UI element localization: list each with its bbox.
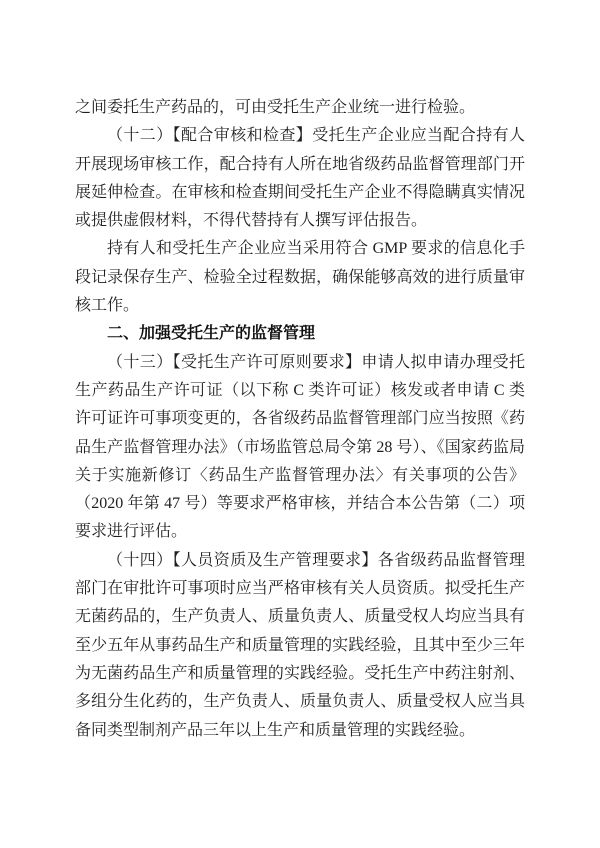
paragraph-item-14-personnel-qualification-requirements: （十四）【人员资质及生产管理要求】各省级药品监督管理部门在审批许可事项时应当严格审核有关人员资质。拟受托生产无菌药品的，生产负责人、质量负责人、质量受权人均应当具有至少五年从事药品生产和质量管理的实践经验，且其中至少三年为无菌药品生产和质量管理的实践经验。受托生产中药注射剂、多组分生化药的，生产负责人、质量负责人、质量受权人应当具备同类型制剂产品三年以上生产和质量管理的实践经验。 <box>75 551 525 739</box>
document-body-text <box>75 94 525 745</box>
paragraph-item-13-license-principle-requirements: （十三）【受托生产许可原则要求】申请人拟申请办理受托生产药品生产许可证（以下称 C 类许可证）核发或者申请 C 类许可证许可事项变更的，各省级药品监督管理部门应当按照《药品生产监督管理办法》（市场监管总局令第 28 号）、《国家药监局关于实施新修订〈药品生产监督管理办法〉有关事项的公告》（2020 年第 47 号）等要求严格审核，并结合本公告第（二）项要求进行评估。 <box>75 353 525 541</box>
section-heading-strengthen-supervision: 二、加强受托生产的监督管理 <box>107 325 316 343</box>
paragraph-item-12-cooperate-audit-inspection: （十二）【配合审核和检查】受托生产企业应当配合持有人开展现场审核工作，配合持有人所在地省级药品监督管理部门开展延伸检查。在审核和检查期间受托生产企业不得隐瞒真实情况或提供虚假材料，不得代替持有人撰写评估报告。 <box>75 127 525 230</box>
paragraph-gmp-data-recording: 持有人和受托生产企业应当采用符合 GMP 要求的信息化手段记录保存生产、检验全过程数据，确保能够高效的进行质量审核工作。 <box>75 240 525 315</box>
paragraph-continuation: 之间委托生产药品的，可由受托生产企业统一进行检验。 <box>75 99 476 116</box>
